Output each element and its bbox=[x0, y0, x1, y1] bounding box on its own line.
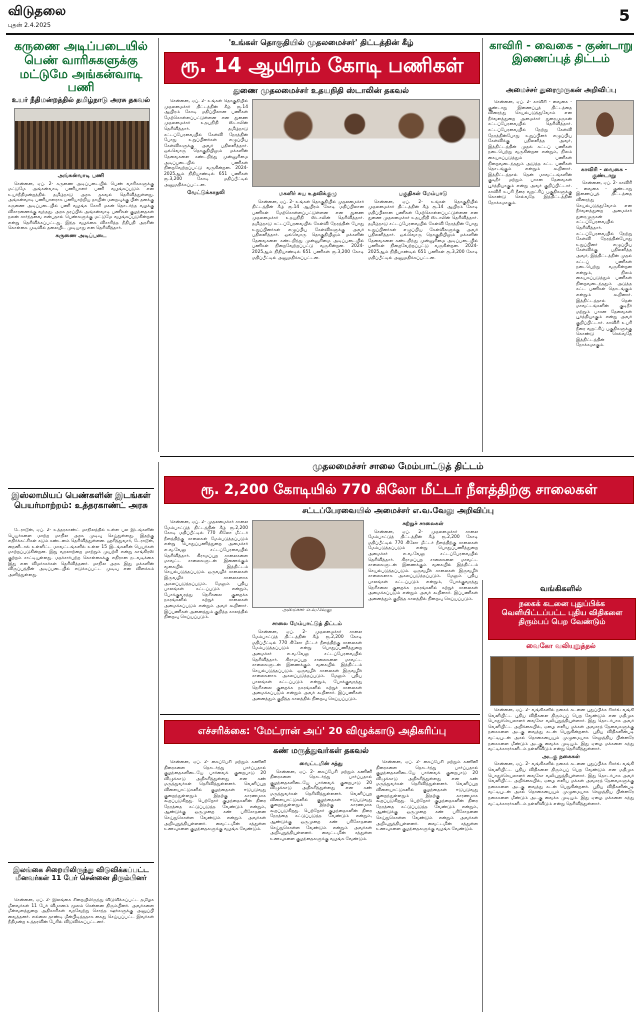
left-story-3-body bbox=[8, 898, 154, 1016]
cross-head: பகுதிகள் மேம்பாடு bbox=[398, 191, 448, 197]
left-story-1-photo bbox=[14, 108, 150, 170]
top-story-kicker: 'உங்கள் தொகுதியில் முதலமைச்சர்' திட்டத்தின் கீழ் bbox=[228, 38, 414, 47]
article-text: சென்னை, ஏப். 2- காவிரி - வைகை - குண்டாறு இணைப்புத் திட்டத்தை விரைந்து செயல்படுத்துவோம் என நீர்வளத்துறை அமைச்சர் துரைமுருகன் சட்டப்பேரவையில் தெரிவித்தார். சட்டப்பேரவையில் நேற்று கேள்வி நேரத்தின்போது உறுப்பினர் எழுப்பிய கேள்விக்கு பதிலளித்த அவர், இத்திட்டத்தின் முதல் கட்டப் பணிகள் நடைபெற்று வருகின்றன என்றும், நிலம் கையகப்படுத்தும் பணிகள் நிறைவடைந்ததும் அடுத்த கட்ட பணிகள் தொடங்கும் என்றும் கூறினார். இத்திட்டத்தால் தென் மாவட்டங்களின் குடிநீர் மற்றும் பாசன தேவைகள் பூர்த்தியாகும் என்று அவர் குறிப்பிட்டார். காவிரி உபரி நீரை வறட்சிப் பகுதிகளுக்கு கொண்டு செல்வதே இத்திட்டத்தின் நோக்கமாகும். bbox=[576, 181, 632, 349]
right-story-2-headline: நகைக் கடனை புதுப்பிக்க வெளியிட்டப்பட்ட புதிய விதிகளை திரும்பப் பெற வேண்டும் bbox=[488, 598, 636, 640]
top-story-body-col-3 bbox=[368, 190, 478, 450]
top-story-subhead: துணை முதலமைச்சர் உதயநிதி ஸ்டாலின் தகவல் bbox=[233, 86, 409, 95]
article-text: சென்னை, ஏப். 2- வங்கிகளில் நகைக் கடனை புதுப்பிக்க ரிசர்வ் வங்கி வெளியிட்ட புதிய விதிகளை திரும்பப் பெற வேண்டும் என மதிமுக பொதுச்செயலாளர் வைகோ வலியுறுத்தியுள்ளார். இது தொடர்பாக அவர் வெளியிட்ட அறிக்கையில், ஏழை எளிய மக்கள் அவசரத் தேவைகளுக்கு நகைகளை அடகு வைத்து கடன் பெறுகின்றனர். புதிய விதிகளின்படி வட்டியுடன் அசல் தொகையையும் முழுமையாக செலுத்திய பின்னரே நகைகளை மீண்டும் அடகு வைக்க முடியும். இது ஏழை மக்களை கந்து வட்டிக்காரர்களிடம் தள்ளிவிடும் என்று தெரிவித்துள்ளார். bbox=[488, 762, 634, 807]
cross-head: அடகு நகைகள் bbox=[542, 753, 580, 760]
right-story-2-kicker: வங்கிகளில் bbox=[540, 584, 582, 593]
article-text: சென்னை, ஏப். 2- உங்கள் தொகுதியில் முதலமைச்சர் திட்டத்தின் கீழ் ரூ.14 ஆயிரம் கோடி மதிப்பிலான பணிகள் மேற்கொள்ளப்பட்டுள்ளன என துணை முதலமைச்சர் உதயநிதி ஸ்டாலின் தெரிவித்தார். தமிழ்நாடு சட்டப்பேரவையில் கேள்வி நேரத்தின் போது உறுப்பினர்கள் எழுப்பிய கேள்விகளுக்கு அவர் பதிலளித்தார். ஒவ்வொரு தொகுதியிலும் மக்களின் தேவைகளை கண்டறிந்து முன்னுரிமை அடிப்படையில் பணிகள் நிறைவேற்றப்பட்டு வருகின்றன. 2024-2025ஆம் நிதியாண்டில் 651 பணிகள் ரூ.3,200 கோடி மதிப்பீட்டில் அனுமதிக்கப்பட்டன. bbox=[252, 199, 364, 261]
bottom-story-body-col-3 bbox=[376, 760, 478, 1016]
cross-head: சுற்றுச் சாலைகள் bbox=[402, 521, 444, 527]
mid-story-caption: அமைச்சர் எ.வ.வேலு bbox=[282, 608, 332, 613]
right-story-2-subhead: வைகோ வலியுறுத்தல் bbox=[526, 642, 596, 650]
section-rule bbox=[160, 456, 634, 457]
cross-head: காவிரி - வைகை - குண்டாறு bbox=[580, 167, 628, 179]
column-divider bbox=[482, 38, 483, 452]
story-divider bbox=[160, 714, 480, 715]
mid-story-subhead: சட்டப்பேரவையில் அமைச்சர் எ.வ.வேலு அறிவிப்பு bbox=[302, 506, 494, 515]
left-story-1-subhead: உயர் நீதிமன்றத்தில் தமிழ்நாடு அரசு தகவல் bbox=[11, 96, 151, 104]
bottom-story-body-col-2 bbox=[270, 760, 372, 1016]
article-text: சென்னை, ஏப். 2- கைப்பேசி மற்றும் கணினி திரைகளை தொடர்ந்து பார்ப்பதால் குழந்தைகளிடையே பார்வைக் குறைபாடு 20 விழுக்காடு அதிகரித்துள்ளது என கண் மருத்துவர்கள் தெரிவித்துள்ளனர். வெளிப்புற விளையாட்டுகளில் குழந்தைகள் ஈடுபடுவது குறைந்துள்ளதும் இதற்கு காரணமாக கூறப்படுகிறது. பெற்றோர் குழந்தைகளின் திரை நேரத்தை கட்டுப்படுத்த வேண்டும் என்றும், ஆண்டுக்கு ஒருமுறை கண் பரிசோதனை செய்துகொள்ள வேண்டும் என்றும் அவர்கள் அறிவுறுத்தியுள்ளனர். வைட்டமின் சத்துள்ள உணவுகளை குழந்தைகளுக்கு வழங்க வேண்டும். bbox=[164, 760, 266, 833]
mid-story-body-col-1 bbox=[164, 520, 248, 710]
right-story-2-photo bbox=[490, 656, 634, 706]
top-story-body-col-1 bbox=[164, 99, 248, 449]
column-divider bbox=[482, 580, 483, 1012]
right-story-2-body bbox=[488, 708, 634, 1016]
cross-head: கருணை அடிப்படை bbox=[55, 232, 107, 239]
mid-story-headline: ரூ. 2,200 கோடியில் 770 கிலோ மீட்டர் நீளத்திற்கு சாலைகள் bbox=[164, 476, 634, 504]
story-divider bbox=[8, 862, 154, 863]
right-story-1-body-col-1 bbox=[488, 100, 572, 450]
cross-head: வைட்டமின் சத்து bbox=[299, 761, 343, 767]
article-text: சென்னை, ஏப். 2- முதலமைச்சர் சாலை மேம்பாட்டுத் திட்டத்தின் கீழ் ரூ.2,200 கோடி மதிப்பீட்டில் 770 கிலோ மீட்டர் நீளத்திற்கு சாலைகள் மேம்படுத்தப்படும் என்று பொதுப்பணித்துறை அமைச்சர் எ.வ.வேலு சட்டப்பேரவையில் தெரிவித்தார். கிராமப்புற சாலைகளை மாவட்ட சாலைகளுடன் இணைக்கும் வகையில் இத்திட்டம் செயல்படுத்தப்படும். ஒருவழிச் சாலைகள் இருவழிச் சாலைகளாக அகலப்படுத்தப்படும். மேலும் புதிய பாலங்கள் கட்டப்படும் என்றும், போக்குவரத்து நெரிசலை குறைக்க நகரங்களில் சுற்றுச் சாலைகள் அமைக்கப்படும் என்றும் அவர் கூறினார். இப்பணிகள் அனைத்தும் குறித்த காலத்தில் நிறைவு செய்யப்படும். bbox=[164, 520, 248, 621]
right-story-1-body-col-2 bbox=[576, 166, 632, 450]
mid-story-body-col-2 bbox=[252, 620, 362, 710]
top-story-photo bbox=[252, 99, 480, 187]
article-text: சென்னை, ஏப். 2- காவிரி - வைகை - குண்டாறு இணைப்புத் திட்டத்தை விரைந்து செயல்படுத்துவோம் என நீர்வளத்துறை அமைச்சர் துரைமுருகன் சட்டப்பேரவையில் தெரிவித்தார். சட்டப்பேரவையில் நேற்று கேள்வி நேரத்தின்போது உறுப்பினர் எழுப்பிய கேள்விக்கு பதிலளித்த அவர், இத்திட்டத்தின் முதல் கட்டப் பணிகள் நடைபெற்று வருகின்றன என்றும், நிலம் கையகப்படுத்தும் பணிகள் நிறைவடைந்ததும் அடுத்த கட்ட பணிகள் தொடங்கும் என்றும் கூறினார். இத்திட்டத்தால் தென் மாவட்டங்களின் குடிநீர் மற்றும் பாசன தேவைகள் பூர்த்தியாகும் என்று அவர் குறிப்பிட்டார். காவிரி உபரி நீரை வறட்சிப் பகுதிகளுக்கு கொண்டு செல்வதே இத்திட்டத்தின் நோக்கமாகும். bbox=[488, 100, 572, 206]
mid-story-body-col-3 bbox=[368, 520, 478, 710]
right-story-1-photo bbox=[576, 100, 634, 164]
article-text: சென்னை, ஏப். 2- உங்கள் தொகுதியில் முதலமைச்சர் திட்டத்தின் கீழ் ரூ.14 ஆயிரம் கோடி மதிப்பிலான பணிகள் மேற்கொள்ளப்பட்டுள்ளன என துணை முதலமைச்சர் உதயநிதி ஸ்டாலின் தெரிவித்தார். தமிழ்நாடு சட்டப்பேரவையில் கேள்வி நேரத்தின் போது உறுப்பினர்கள் எழுப்பிய கேள்விகளுக்கு அவர் பதிலளித்தார். ஒவ்வொரு தொகுதியிலும் மக்களின் தேவைகளை கண்டறிந்து முன்னுரிமை அடிப்படையில் பணிகள் நிறைவேற்றப்பட்டு வருகின்றன. 2024-2025ஆம் நிதியாண்டில் 651 பணிகள் ரூ.3,200 கோடி மதிப்பீட்டில் அனுமதிக்கப்பட்டன. bbox=[164, 99, 248, 188]
article-text: சென்னை, ஏப். 2- கைப்பேசி மற்றும் கணினி திரைகளை தொடர்ந்து பார்ப்பதால் குழந்தைகளிடையே பார்வைக் குறைபாடு 20 விழுக்காடு அதிகரித்துள்ளது என கண் மருத்துவர்கள் தெரிவித்துள்ளனர். வெளிப்புற விளையாட்டுகளில் குழந்தைகள் ஈடுபடுவது குறைந்துள்ளதும் இதற்கு காரணமாக கூறப்படுகிறது. பெற்றோர் குழந்தைகளின் திரை நேரத்தை கட்டுப்படுத்த வேண்டும் என்றும், ஆண்டுக்கு ஒருமுறை கண் பரிசோதனை செய்துகொள்ள வேண்டும் என்றும் அவர்கள் அறிவுறுத்தியுள்ளனர். வைட்டமின் சத்துள்ள உணவுகளை குழந்தைகளுக்கு வழங்க வேண்டும். bbox=[376, 760, 478, 833]
article-text: சென்னை, ஏப். 2- முதலமைச்சர் சாலை மேம்பாட்டுத் திட்டத்தின் கீழ் ரூ.2,200 கோடி மதிப்பீட்டில் 770 கிலோ மீட்டர் நீளத்திற்கு சாலைகள் மேம்படுத்தப்படும் என்று பொதுப்பணித்துறை அமைச்சர் எ.வ.வேலு சட்டப்பேரவையில் தெரிவித்தார். கிராமப்புற சாலைகளை மாவட்ட சாலைகளுடன் இணைக்கும் வகையில் இத்திட்டம் செயல்படுத்தப்படும். ஒருவழிச் சாலைகள் இருவழிச் சாலைகளாக அகலப்படுத்தப்படும். மேலும் புதிய பாலங்கள் கட்டப்படும் என்றும், போக்குவரத்து நெரிசலை குறைக்க நகரங்களில் சுற்றுச் சாலைகள் அமைக்கப்படும் என்றும் அவர் கூறினார். இப்பணிகள் அனைத்தும் குறித்த காலத்தில் நிறைவு செய்யப்படும். bbox=[252, 629, 362, 702]
article-text: சென்னை, ஏப். 2- முதலமைச்சர் சாலை மேம்பாட்டுத் திட்டத்தின் கீழ் ரூ.2,200 கோடி மதிப்பீட்டில் 770 கிலோ மீட்டர் நீளத்திற்கு சாலைகள் மேம்படுத்தப்படும் என்று பொதுப்பணித்துறை அமைச்சர் எ.வ.வேலு சட்டப்பேரவையில் தெரிவித்தார். கிராமப்புற சாலைகளை மாவட்ட சாலைகளுடன் இணைக்கும் வகையில் இத்திட்டம் செயல்படுத்தப்படும். ஒருவழிச் சாலைகள் இருவழிச் சாலைகளாக அகலப்படுத்தப்படும். மேலும் புதிய பாலங்கள் கட்டப்படும் என்றும், போக்குவரத்து நெரிசலை குறைக்க நகரங்களில் சுற்றுச் சாலைகள் அமைக்கப்படும் என்றும் அவர் கூறினார். இப்பணிகள் அனைத்தும் குறித்த காலத்தில் நிறைவு செய்யப்படும். bbox=[368, 529, 478, 602]
left-story-2-headline: இஸ்லாமியப் பெண்களின் இடங்கள் பெயர்மாற்றம்: உத்தரகாண்ட் அரசு bbox=[11, 492, 151, 511]
article-text: சென்னை, ஏப். 2- கைப்பேசி மற்றும் கணினி திரைகளை தொடர்ந்து பார்ப்பதால் குழந்தைகளிடையே பார்வைக் குறைபாடு 20 விழுக்காடு அதிகரித்துள்ளது என கண் மருத்துவர்கள் தெரிவித்துள்ளனர். வெளிப்புற விளையாட்டுகளில் குழந்தைகள் ஈடுபடுவது குறைந்துள்ளதும் இதற்கு காரணமாக கூறப்படுகிறது. பெற்றோர் குழந்தைகளின் திரை நேரத்தை கட்டுப்படுத்த வேண்டும் என்றும், ஆண்டுக்கு ஒருமுறை கண் பரிசோதனை செய்துகொள்ள வேண்டும் என்றும் அவர்கள் அறிவுறுத்தியுள்ளனர். வைட்டமின் சத்துள்ள உணவுகளை குழந்தைகளுக்கு வழங்க வேண்டும். bbox=[270, 769, 372, 842]
article-text: சென்னை, ஏப். 2- கருணை அடிப்படையில் பெண் வாரிசுகளுக்கு மட்டுமே அங்கன்வாடி பணியாளர் பணி வழங்கப்படும் என உயர்நீதிமன்றத்தில் தமிழ்நாடு அரசு தகவல் தெரிவித்துள்ளது. அங்கன்வாடி பணியாளராக பணியாற்றிய தாயின் மறைவுக்கு பின் தனக்கு கருணை அடிப்படையில் பணி வழங்க கோரி மகன் தொடர்ந்த வழக்கு விசாரணைக்கு வந்தது. அரசு தரப்பில் அங்கன்வாடி பணிகள் குழந்தைகள் நலன் சார்ந்தவை என்பதால் பெண்களுக்கு மட்டுமே வழங்கப்படுகின்றன என்று தெரிவிக்கப்பட்டது. இந்த வழக்கை விசாரித்த நீதிபதி அரசின் கொள்கை முடிவில் தலையிட முடியாது என தெரிவித்தார். bbox=[8, 181, 154, 232]
article-text: சென்னை, ஏப். 2- உங்கள் தொகுதியில் முதலமைச்சர் திட்டத்தின் கீழ் ரூ.14 ஆயிரம் கோடி மதிப்பிலான பணிகள் மேற்கொள்ளப்பட்டுள்ளன என துணை முதலமைச்சர் உதயநிதி ஸ்டாலின் தெரிவித்தார். தமிழ்நாடு சட்டப்பேரவையில் கேள்வி நேரத்தின் போது உறுப்பினர்கள் எழுப்பிய கேள்விகளுக்கு அவர் பதிலளித்தார். ஒவ்வொரு தொகுதியிலும் மக்களின் தேவைகளை கண்டறிந்து முன்னுரிமை அடிப்படையில் பணிகள் நிறைவேற்றப்பட்டு வருகின்றன. 2024-2025ஆம் நிதியாண்டில் 651 பணிகள் ரூ.3,200 கோடி மதிப்பீட்டில் அனுமதிக்கப்பட்டன. bbox=[368, 199, 478, 261]
left-story-3-headline: இலங்கை சிறையிலிருந்து விடுவிக்கப்பட்ட மீனவர்கள் 11 பேர் சென்னை திரும்பினர் bbox=[13, 866, 149, 883]
cross-head: சாலை மேம்பாட்டுத் திட்டம் bbox=[272, 621, 342, 627]
right-story-1-headline: காவிரி - வைகை - குண்டாறு இணைப்புத் திட்டம் bbox=[489, 40, 633, 65]
cross-head: அங்கன்வாடி பணி bbox=[57, 173, 105, 179]
mid-story-kicker: முதலமைச்சர் சாலை மேம்பாட்டுத் திட்டம் bbox=[312, 462, 484, 472]
story-divider bbox=[8, 488, 154, 489]
left-story-1-headline: கருணை அடிப்படையில் பெண் வாரிசுகளுக்கு மட்டுமே அங்கன்வாடி பணி bbox=[14, 40, 148, 94]
bottom-story-subhead: கண் மருத்துவர்கள் தகவல் bbox=[273, 746, 369, 755]
column-divider bbox=[158, 462, 159, 1012]
article-text: சென்னை, ஏப். 2- இலங்கை சிறையிலிருந்து விடுவிக்கப்பட்ட தமிழக மீனவர்கள் 11 பேர் விமானம் மூலம் சென்னை திரும்பினர். அவர்களை மீன்வளத்துறை அதிகாரிகள் வரவேற்று சொந்த ஊர்களுக்கு அனுப்பி வைத்தனர். எல்லை தாண்டி மீன்பிடித்ததாக கைது செய்யப்பட்ட இவர்கள் நீதிமன்ற உத்தரவின் பேரில் விடுவிக்கப்பட்டனர். bbox=[8, 898, 154, 926]
masthead-rule bbox=[6, 33, 634, 35]
column-divider bbox=[158, 38, 159, 452]
top-story-body-col-2 bbox=[252, 190, 364, 450]
left-story-2-body bbox=[8, 528, 154, 858]
cross-head: வேட்டுக்காதலி bbox=[187, 189, 225, 196]
masthead-name: விடுதலை bbox=[8, 4, 66, 19]
right-story-1-subhead: அமைச்சர் துரைமுருகன் அறிவிப்பு bbox=[505, 86, 617, 94]
bottom-story-body-col-1 bbox=[164, 760, 266, 1016]
mid-story-photo bbox=[252, 520, 364, 608]
article-text: டேராடூன், ஏப். 2- உத்தரகாண்ட் மாநிலத்தில் உள்ள பல இடங்களின் பெயர்களை மாற்ற மாநில அரசு முடிவு செய்துள்ளது. இதற்கு எதிர்க்கட்சிகள் கடும் கண்டனம் தெரிவித்துள்ளன. ஹரித்துவார், டேராடூன், நைனிடால் உள்ளிட்ட மாவட்டங்களில் உள்ள 15 இடங்களின் பெயர்கள் மாற்றப்படுகின்றன. இது வரலாற்றை மாற்றும் முயற்சி என்று காங்கிரஸ் குற்றம் சாட்டியுள்ளது. மதச்சார்பற்ற கொள்கைக்கு எதிரான நடவடிக்கை இது என விமர்சகர்கள் தெரிவித்தனர். மாநில அரசு இது மக்களின் விருப்பத்தின் அடிப்படையில் எடுக்கப்பட்ட முடிவு என விளக்கம் அளித்துள்ளது. bbox=[8, 528, 154, 578]
masthead-date: புதன் 2.4.2025 bbox=[8, 22, 51, 29]
left-story-1-body bbox=[8, 172, 154, 482]
cross-head: மகளிர் சுய உதவிக்குழு bbox=[278, 191, 338, 197]
top-story-headline: ரூ. 14 ஆயிரம் கோடி பணிகள் bbox=[164, 52, 480, 84]
article-text: சென்னை, ஏப். 2- வங்கிகளில் நகைக் கடனை புதுப்பிக்க ரிசர்வ் வங்கி வெளியிட்ட புதிய விதிகளை திரும்பப் பெற வேண்டும் என மதிமுக பொதுச்செயலாளர் வைகோ வலியுறுத்தியுள்ளார். இது தொடர்பாக அவர் வெளியிட்ட அறிக்கையில், ஏழை எளிய மக்கள் அவசரத் தேவைகளுக்கு நகைகளை அடகு வைத்து கடன் பெறுகின்றனர். புதிய விதிகளின்படி வட்டியுடன் அசல் தொகையையும் முழுமையாக செலுத்திய பின்னரே நகைகளை மீண்டும் அடகு வைக்க முடியும். இது ஏழை மக்களை கந்து வட்டிக்காரர்களிடம் தள்ளிவிடும் என்று தெரிவித்துள்ளார். bbox=[488, 708, 634, 753]
page-number: 5 bbox=[618, 6, 630, 25]
bottom-story-headline: எச்சரிக்கை: 'மேட்ரான் அப்' 20 விழுக்காடு அதிகரிப்பு bbox=[164, 720, 480, 744]
